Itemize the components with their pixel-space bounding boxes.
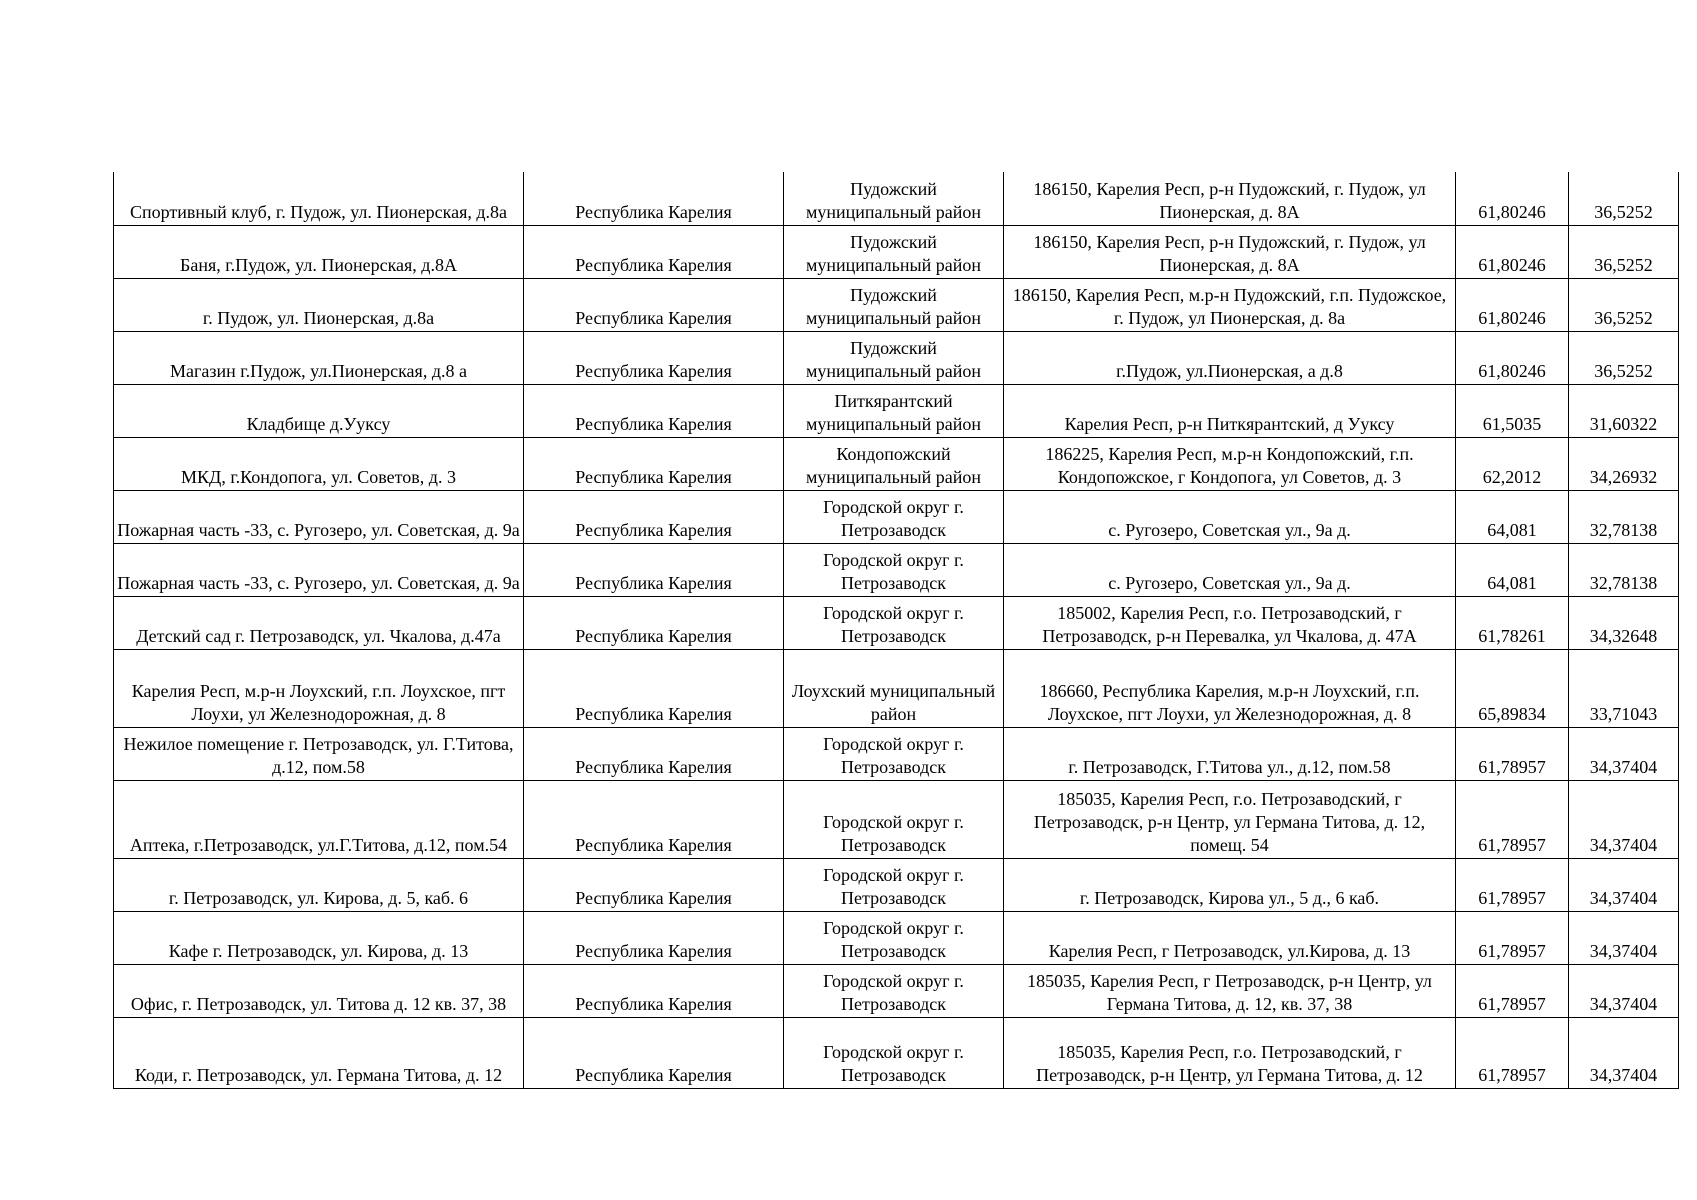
table-row (114, 858, 1679, 911)
longitude-cell: 34,37404 (1569, 964, 1679, 1017)
objects-table (113, 172, 1679, 1089)
municipality-cell: Питкярантский муниципальный район (784, 384, 1004, 437)
address-cell: 186660, Республика Карелия, м.р-н Лоухский, г.п. Лоухское, пгт Лоухи, ул Железнодорожная, д. 8 (1004, 649, 1456, 727)
table-row (114, 911, 1679, 964)
object-name-cell: Кафе г. Петрозаводск, ул. Кирова, д. 13 (114, 911, 524, 964)
municipality-cell: Городской округ г. Петрозаводск (784, 1017, 1004, 1088)
longitude-cell: 36,5252 (1569, 172, 1679, 225)
municipality-cell: Пудожский муниципальный район (784, 225, 1004, 278)
region-cell: Республика Карелия (524, 911, 784, 964)
object-name-cell: г. Петрозаводск, ул. Кирова, д. 5, каб. 6 (114, 858, 524, 911)
latitude-cell: 64,081 (1456, 490, 1569, 543)
object-name-cell: г. Пудож, ул. Пионерская, д.8а (114, 278, 524, 331)
longitude-cell: 34,26932 (1569, 437, 1679, 490)
table-row (114, 490, 1679, 543)
region-cell: Республика Карелия (524, 437, 784, 490)
latitude-cell: 61,78261 (1456, 596, 1569, 649)
municipality-cell: Городской округ г. Петрозаводск (784, 727, 1004, 780)
object-name-cell: Пожарная часть -33, с. Ругозеро, ул. Советская, д. 9а (114, 490, 524, 543)
address-cell: 185035, Карелия Респ, г Петрозаводск, р-н Центр, ул Германа Титова, д. 12, кв. 37, 38 (1004, 964, 1456, 1017)
object-name-cell: Нежилое помещение г. Петрозаводск, ул. Г.Титова, д.12, пом.58 (114, 727, 524, 780)
address-cell: с. Ругозеро, Советская ул., 9а д. (1004, 543, 1456, 596)
municipality-cell: Лоухский муниципальный район (784, 649, 1004, 727)
address-cell: 186150, Карелия Респ, м.р-н Пудожский, г.п. Пудожское, г. Пудож, ул Пионерская, д. 8а (1004, 278, 1456, 331)
region-cell: Республика Карелия (524, 780, 784, 858)
object-name-cell: Коди, г. Петрозаводск, ул. Германа Титова, д. 12 (114, 1017, 524, 1088)
object-name-cell: Карелия Респ, м.р-н Лоухский, г.п. Лоухское, пгт Лоухи, ул Железнодорожная, д. 8 (114, 649, 524, 727)
municipality-cell: Городской округ г. Петрозаводск (784, 964, 1004, 1017)
longitude-cell: 34,37404 (1569, 911, 1679, 964)
latitude-cell: 61,78957 (1456, 964, 1569, 1017)
object-name-cell: Спортивный клуб, г. Пудож, ул. Пионерская, д.8а (114, 172, 524, 225)
table-row (114, 225, 1679, 278)
municipality-cell: Пудожский муниципальный район (784, 172, 1004, 225)
longitude-cell: 36,5252 (1569, 331, 1679, 384)
object-name-cell: Офис, г. Петрозаводск, ул. Титова д. 12 кв. 37, 38 (114, 964, 524, 1017)
latitude-cell: 61,80246 (1456, 278, 1569, 331)
municipality-cell: Городской округ г. Петрозаводск (784, 858, 1004, 911)
table-row (114, 964, 1679, 1017)
table-row (114, 331, 1679, 384)
longitude-cell: 36,5252 (1569, 225, 1679, 278)
latitude-cell: 65,89834 (1456, 649, 1569, 727)
latitude-cell: 64,081 (1456, 543, 1569, 596)
municipality-cell: Городской округ г. Петрозаводск (784, 490, 1004, 543)
latitude-cell: 61,78957 (1456, 858, 1569, 911)
latitude-cell: 61,80246 (1456, 225, 1569, 278)
table-row (114, 780, 1679, 858)
municipality-cell: Пудожский муниципальный район (784, 278, 1004, 331)
municipality-cell: Городской округ г. Петрозаводск (784, 911, 1004, 964)
object-name-cell: Аптека, г.Петрозаводск, ул.Г.Титова, д.12, пом.54 (114, 780, 524, 858)
latitude-cell: 61,80246 (1456, 172, 1569, 225)
latitude-cell: 61,78957 (1456, 780, 1569, 858)
region-cell: Республика Карелия (524, 727, 784, 780)
region-cell: Республика Карелия (524, 543, 784, 596)
object-name-cell: МКД, г.Кондопога, ул. Советов, д. 3 (114, 437, 524, 490)
longitude-cell: 34,37404 (1569, 780, 1679, 858)
longitude-cell: 34,37404 (1569, 727, 1679, 780)
longitude-cell: 34,32648 (1569, 596, 1679, 649)
latitude-cell: 61,78957 (1456, 1017, 1569, 1088)
address-cell: г.Пудож, ул.Пионерская, а д.8 (1004, 331, 1456, 384)
region-cell: Республика Карелия (524, 490, 784, 543)
latitude-cell: 61,5035 (1456, 384, 1569, 437)
region-cell: Республика Карелия (524, 858, 784, 911)
municipality-cell: Городской округ г. Петрозаводск (784, 543, 1004, 596)
longitude-cell: 33,71043 (1569, 649, 1679, 727)
address-cell: Карелия Респ, г Петрозаводск, ул.Кирова, д. 13 (1004, 911, 1456, 964)
longitude-cell: 32,78138 (1569, 490, 1679, 543)
table-row (114, 1017, 1679, 1088)
table-row (114, 278, 1679, 331)
address-cell: 185035, Карелия Респ, г.о. Петрозаводский, г Петрозаводск, р-н Центр, ул Германа Титова, д. 12, помещ. 54 (1004, 780, 1456, 858)
table-row (114, 437, 1679, 490)
table-row (114, 172, 1679, 225)
address-cell: 186225, Карелия Респ, м.р-н Кондопожский, г.п. Кондопожское, г Кондопога, ул Советов, д. 3 (1004, 437, 1456, 490)
region-cell: Республика Карелия (524, 331, 784, 384)
table-row (114, 727, 1679, 780)
municipality-cell: Городской округ г. Петрозаводск (784, 596, 1004, 649)
table-row (114, 596, 1679, 649)
latitude-cell: 61,78957 (1456, 727, 1569, 780)
object-name-cell: Баня, г.Пудож, ул. Пионерская, д.8А (114, 225, 524, 278)
region-cell: Республика Карелия (524, 225, 784, 278)
address-cell: г. Петрозаводск, Г.Титова ул., д.12, пом.58 (1004, 727, 1456, 780)
longitude-cell: 32,78138 (1569, 543, 1679, 596)
longitude-cell: 34,37404 (1569, 858, 1679, 911)
region-cell: Республика Карелия (524, 649, 784, 727)
municipality-cell: Кондопожский муниципальный район (784, 437, 1004, 490)
table-row (114, 384, 1679, 437)
latitude-cell: 61,78957 (1456, 911, 1569, 964)
latitude-cell: 61,80246 (1456, 331, 1569, 384)
longitude-cell: 31,60322 (1569, 384, 1679, 437)
region-cell: Республика Карелия (524, 172, 784, 225)
document-page (113, 172, 1678, 1089)
object-name-cell: Магазин г.Пудож, ул.Пионерская, д.8 а (114, 331, 524, 384)
address-cell: 185002, Карелия Респ, г.о. Петрозаводский, г Петрозаводск, р-н Перевалка, ул Чкалова, д. 47А (1004, 596, 1456, 649)
object-name-cell: Пожарная часть -33, с. Ругозеро, ул. Советская, д. 9а (114, 543, 524, 596)
table-row (114, 649, 1679, 727)
region-cell: Республика Карелия (524, 1017, 784, 1088)
address-cell: 186150, Карелия Респ, р-н Пудожский, г. Пудож, ул Пионерская, д. 8А (1004, 172, 1456, 225)
address-cell: Карелия Респ, р-н Питкярантский, д Ууксу (1004, 384, 1456, 437)
address-cell: 186150, Карелия Респ, р-н Пудожский, г. Пудож, ул Пионерская, д. 8А (1004, 225, 1456, 278)
address-cell: 185035, Карелия Респ, г.о. Петрозаводский, г Петрозаводск, р-н Центр, ул Германа Титова, д. 12 (1004, 1017, 1456, 1088)
municipality-cell: Городской округ г. Петрозаводск (784, 780, 1004, 858)
longitude-cell: 34,37404 (1569, 1017, 1679, 1088)
region-cell: Республика Карелия (524, 278, 784, 331)
address-cell: с. Ругозеро, Советская ул., 9а д. (1004, 490, 1456, 543)
region-cell: Республика Карелия (524, 384, 784, 437)
table-row (114, 543, 1679, 596)
longitude-cell: 36,5252 (1569, 278, 1679, 331)
object-name-cell: Кладбище д.Ууксу (114, 384, 524, 437)
latitude-cell: 62,2012 (1456, 437, 1569, 490)
region-cell: Республика Карелия (524, 596, 784, 649)
municipality-cell: Пудожский муниципальный район (784, 331, 1004, 384)
region-cell: Республика Карелия (524, 964, 784, 1017)
address-cell: г. Петрозаводск, Кирова ул., 5 д., 6 каб. (1004, 858, 1456, 911)
object-name-cell: Детский сад г. Петрозаводск, ул. Чкалова, д.47а (114, 596, 524, 649)
